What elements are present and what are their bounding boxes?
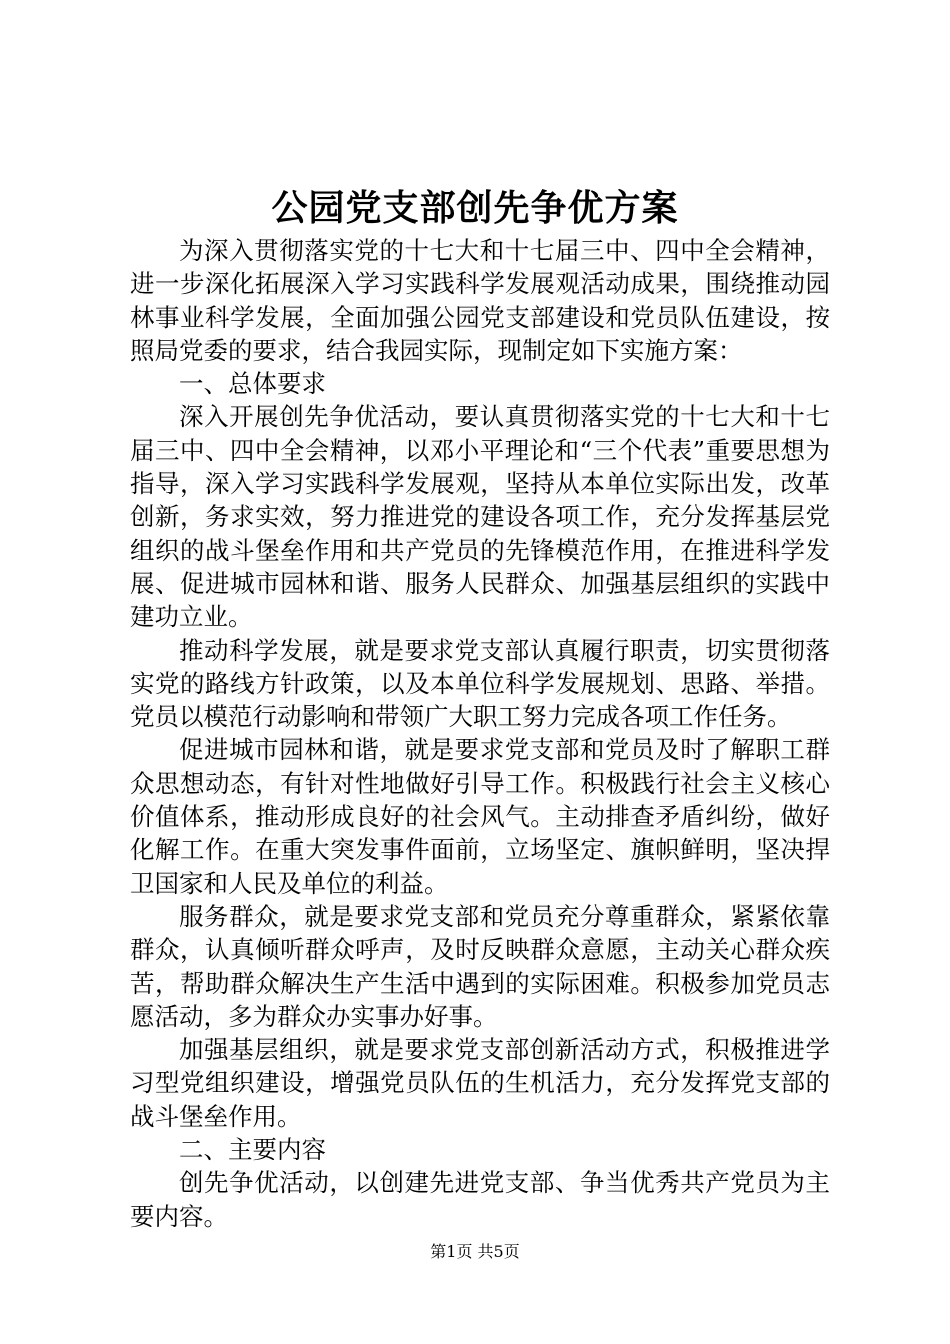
paragraph-strengthen-organization: 加强基层组织，就是要求党支部创新活动方式，积极推进学习型党组织建设，增强党员队伍的生机活力，充分发挥党支部的战斗堡垒作用。 <box>130 1035 830 1131</box>
document-body <box>130 234 830 1233</box>
paragraph-promote-harmony: 促进城市园林和谐，就是要求党支部和党员及时了解职工群众思想动态，有针对性地做好引导工作。积极践行社会主义核心价值体系，推动形成良好的社会风气。主动排查矛盾纠纷，做好化解工作。在重大突发事件面前，立场坚定、旗帜鲜明，坚决捍卫国家和人民及单位的利益。 <box>130 735 830 898</box>
paragraph-promote-development: 推动科学发展，就是要求党支部认真履行职责，切实贯彻落实党的路线方针政策，以及本单位科学发展规划、思路、举措。党员以模范行动影响和带领广大职工努力完成各项工作任务。 <box>130 635 830 732</box>
page-footer: 第1页 共5页 <box>430 1242 520 1261</box>
section-heading-general-requirements: 一、总体要求 <box>179 369 326 399</box>
paragraph-intro: 为深入贯彻落实党的十七大和十七届三中、四中全会精神，进一步深化拓展深入学习实践科学发展观活动成果，围绕推动园林事业科学发展，全面加强公园党支部建设和党员队伍建设，按照局党委的要求，结合我园实际，现制定如下实施方案： <box>130 236 830 365</box>
paragraph-general-requirements: 深入开展创先争优活动，要认真贯彻落实党的十七大和十七届三中、四中全会精神，以邓小平理论和“三个代表”重要思想为指导，深入学习实践科学发展观，坚持从本单位实际出发，改革创新，务求实效，努力推进党的建设各项工作，充分发挥基层党组织的战斗堡垒作用和共产党员的先锋模范作用，在推进科学发展、促进城市园林和谐、服务人民群众、加强基层组织的实践中建功立业。 <box>130 402 830 632</box>
document-title: 公园党支部创先争优方案 <box>271 187 679 229</box>
paragraph-main-content: 创先争优活动，以创建先进党支部、争当优秀共产党员为主要内容。 <box>130 1168 830 1231</box>
section-heading-main-content: 二、主要内容 <box>179 1135 326 1165</box>
paragraph-serve-masses: 服务群众，就是要求党支部和党员充分尊重群众，紧紧依靠群众，认真倾听群众呼声，及时反映群众意愿，主动关心群众疾苦，帮助群众解决生产生活中遇到的实际困难。积极参加党员志愿活动，多为群众办实事办好事。 <box>130 901 830 1031</box>
